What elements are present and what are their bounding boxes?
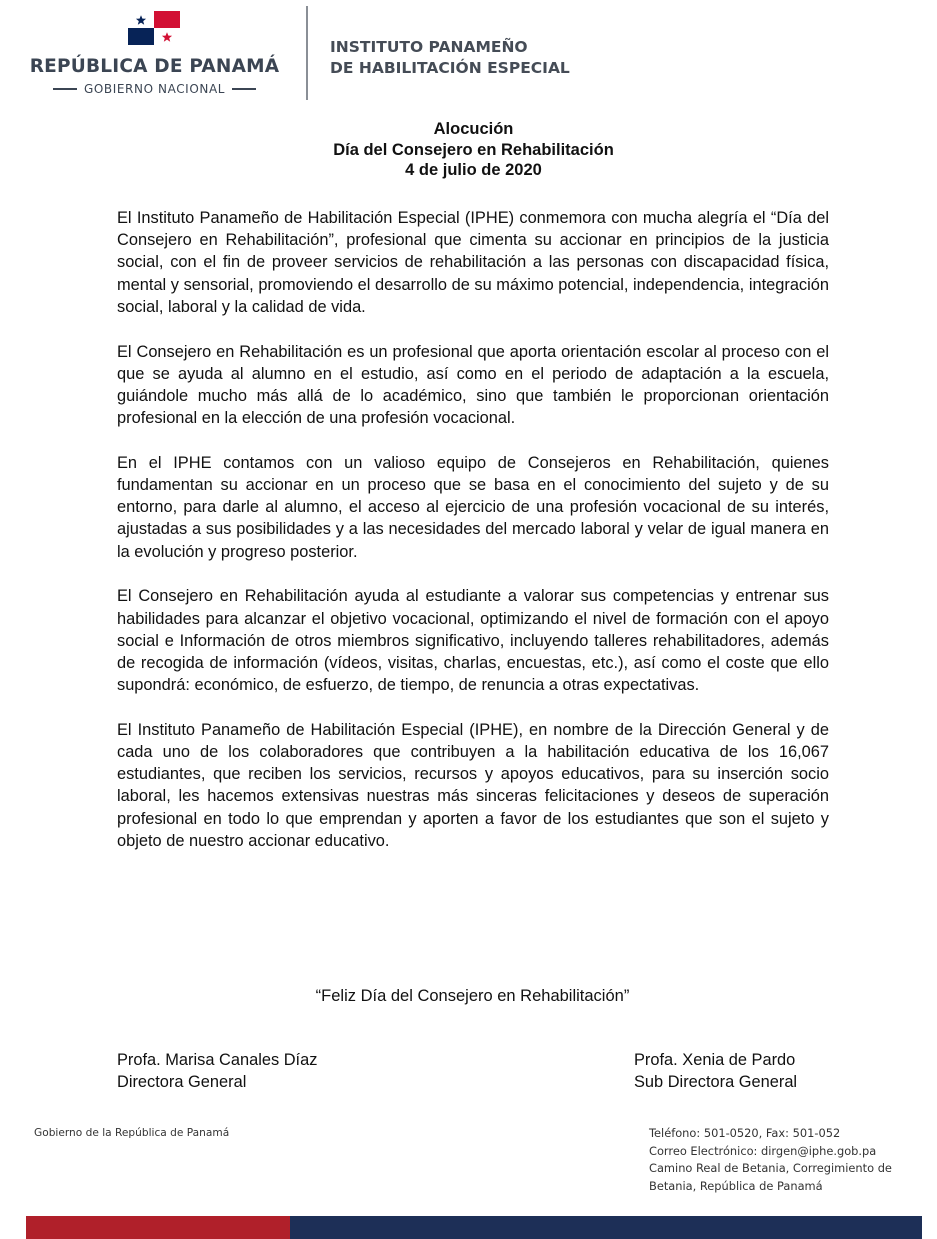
- government-text: GOBIERNO NACIONAL: [83, 82, 226, 96]
- country-name: REPÚBLICA DE PANAMÁ: [29, 56, 280, 77]
- footer-contact: [649, 1125, 892, 1195]
- body-paragraph: El Consejero en Rehabilitación ayuda al estudiante a valorar sus competencias y entrenar sus habilidades para alcanzar el objetivo vocacional, optimizando el nivel de formación con el apoyo social e Información de otros miembros significativo, incluyendo talleres rehabilitadores, además de recogida de información (vídeos, visitas, charlas, encuestas, etc.), así como el coste que ello supondrá: económico, de esfuerzo, de tiempo, de renuncia a otras expectativas.: [117, 587, 829, 695]
- signature-title: Sub Directora General: [634, 1073, 798, 1092]
- letterhead: [0, 0, 937, 110]
- institute-name-line1: INSTITUTO PANAMEÑO: [330, 38, 528, 56]
- panama-flag-icon: [128, 11, 180, 45]
- body-paragraph: El Instituto Panameño de Habilitación Especial (IPHE) conmemora con mucha alegría el “Día del Consejero en Rehabilitación”, profesional que cimenta su accionar en principios de la justicia social, con el fin de proveer servicios de rehabilitación a las personas con discapacidad física, mental y sensorial, promoviendo el desarrollo de su máximo potencial, independencia, integración social, laboral y la calidad de vida.: [117, 209, 829, 316]
- body-paragraph: El Instituto Panameño de Habilitación Especial (IPHE), en nombre de la Dirección General y de cada uno de los colaboradores que contribuyen a la habilitación educativa de los 16,067 estudiantes, que reciben los servicios, recursos y apoyos educativos, para su inserción socio laboral, les hacemos extensivas nuestras más sinceras felicitaciones y deseos de superación profesional en todo lo que emprendan y aporten a favor de los estudiantes que son el sujeto y objeto de nuestro accionar educativo.: [117, 720, 829, 850]
- signature-right: [634, 1049, 797, 1094]
- institute-name: [330, 37, 570, 79]
- title-line1: Alocución: [433, 120, 514, 138]
- footer-government: Gobierno de la República de Panamá: [34, 1127, 230, 1139]
- footer-bar-blue: [290, 1216, 922, 1239]
- footer-address-line2: Betania, República de Panamá: [649, 1178, 823, 1193]
- footer-address-line1: Camino Real de Betania, Corregimiento de: [649, 1161, 892, 1175]
- title-line2: Día del Consejero en Rehabilitación: [333, 140, 614, 159]
- footer-bar-red: [26, 1216, 290, 1239]
- document-body: [117, 207, 829, 875]
- signature-name: Profa. Marisa Canales Díaz: [117, 1051, 318, 1069]
- divider-line: [232, 88, 256, 90]
- footer-email: Correo Electrónico: dirgen@iphe.gob.pa: [649, 1143, 877, 1158]
- signature-left: [117, 1049, 317, 1094]
- footer-phone: Teléfono: 501-0520, Fax: 501-052: [649, 1126, 841, 1140]
- title-line3: 4 de julio de 2020: [405, 161, 542, 179]
- institute-name-line2: DE HABILITACIÓN ESPECIAL: [330, 59, 570, 77]
- closing-phrase: “Feliz Día del Consejero en Rehabilitación”: [315, 987, 630, 1005]
- signature-name: Profa. Xenia de Pardo: [634, 1051, 796, 1069]
- government-label: [27, 81, 282, 97]
- document-title: [0, 119, 937, 181]
- divider-line: [53, 88, 77, 90]
- body-paragraph: En el IPHE contamos con un valioso equipo de Consejeros en Rehabilitación, quienes fundamentan su accionar en un proceso que se basa en el conocimiento del sujeto y de su entorno, para darle al alumno, el acceso al ejercicio de una profesión vocacional de su interés, ajustadas a sus posibilidades y a las necesidades del mercado laboral y velar de igual manera en la evolución y progreso posterior.: [117, 453, 829, 561]
- vertical-divider: [306, 6, 308, 100]
- body-paragraph: El Consejero en Rehabilitación es un profesional que aporta orientación escolar al proceso con el que se ayuda al alumno en el estudio, así como en el periodo de adaptación a la escuela, guiándole mucho más allá de lo académico, sino que también le proporcionan orientación profesional en la elección de una profesión vocacional.: [117, 342, 829, 428]
- signature-title: Directora General: [117, 1073, 247, 1092]
